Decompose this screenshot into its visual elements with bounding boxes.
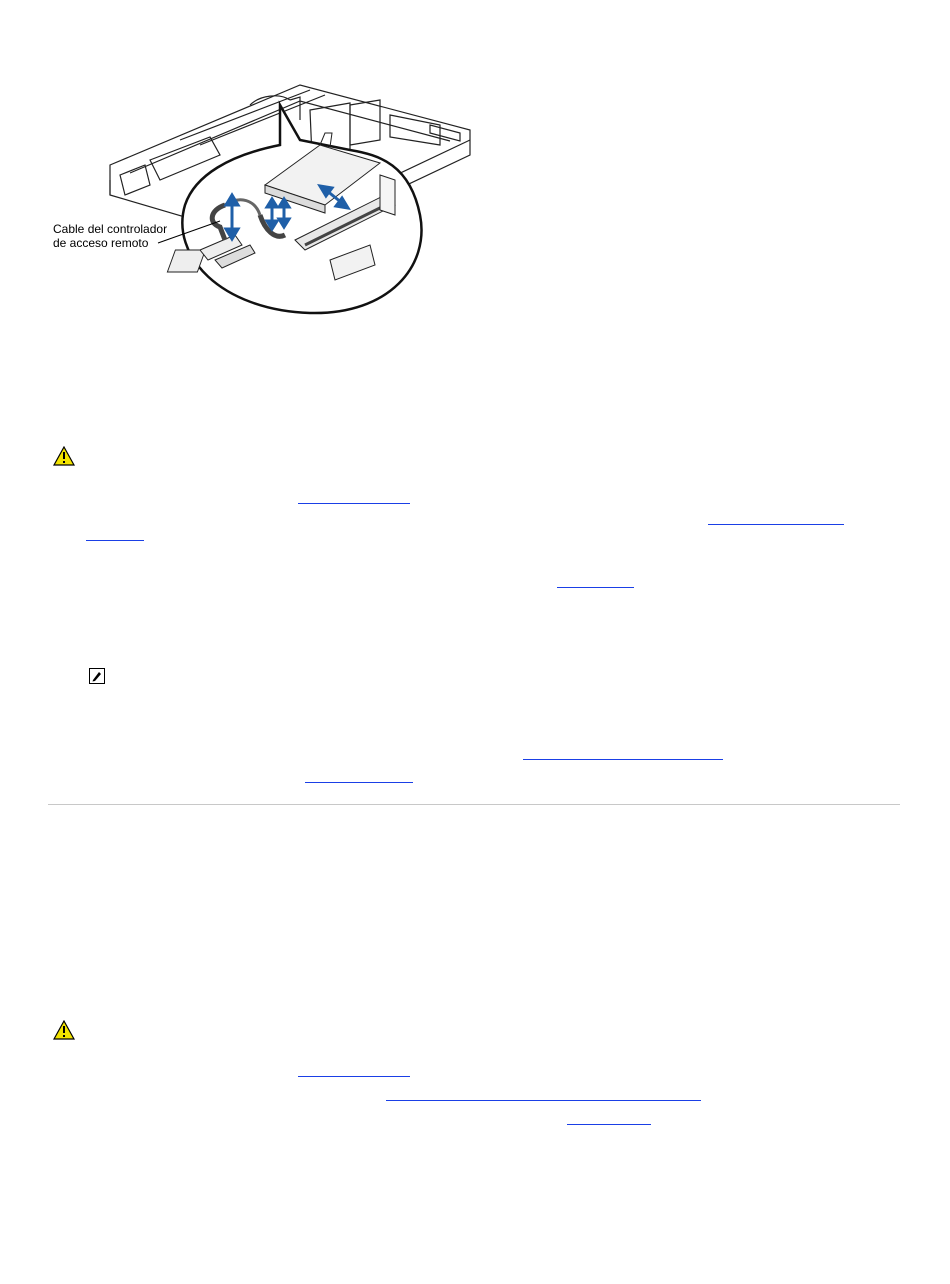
- link[interactable]: [298, 1075, 410, 1077]
- link[interactable]: [567, 1123, 651, 1125]
- magnified-detail: [167, 105, 421, 313]
- callout-label-line1: Cable del controlador: [53, 222, 168, 236]
- link[interactable]: [386, 1099, 701, 1101]
- link[interactable]: [523, 758, 723, 760]
- link[interactable]: [557, 586, 634, 588]
- server-chassis-drawing: [50, 45, 480, 325]
- link[interactable]: [86, 539, 144, 541]
- caution-icon: [53, 446, 75, 471]
- caution-icon: [53, 1020, 75, 1045]
- link[interactable]: [708, 523, 844, 525]
- section-divider: [48, 804, 900, 805]
- callout-label-line2: de acceso remoto: [53, 236, 149, 250]
- note-icon: [89, 668, 105, 689]
- link[interactable]: [305, 781, 413, 783]
- rac-cable-illustration: [50, 45, 480, 325]
- link[interactable]: [298, 502, 410, 504]
